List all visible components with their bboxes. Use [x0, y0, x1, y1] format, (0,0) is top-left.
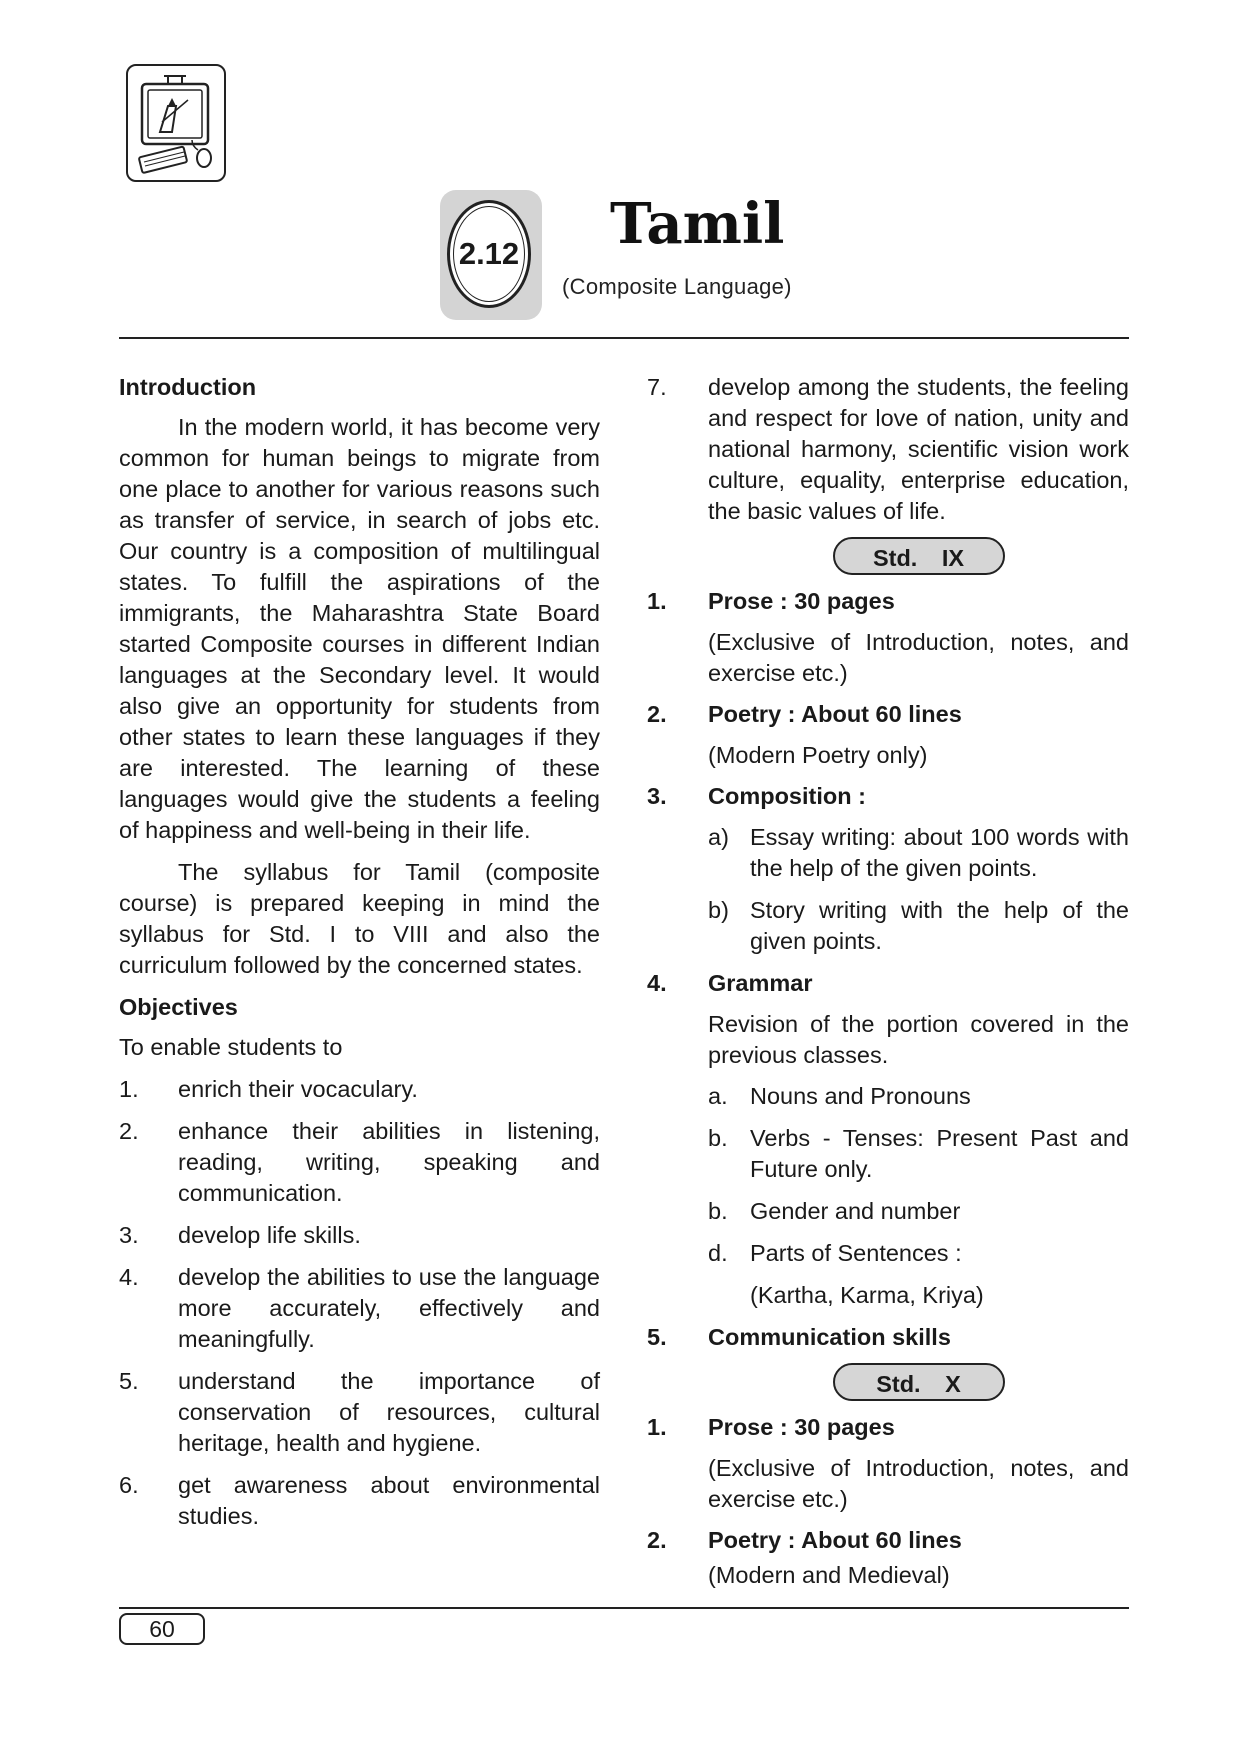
introduction-paragraph: In the modern world, it has become very common for human beings to migrate from one place to another for various reasons such as transfer of service, in search of jobs etc. Our country is a composition of multilingual states. To fulfill the aspirations of the immigrants, the Maharashtra State Board started Composite courses in different Indian languages at the Secondary level. It would also give an opportunity for students from other states to learn these languages if they are interested. The learning of these languages would give the students a feeling of happiness and well-being in their life. [119, 414, 600, 843]
objective-item: 1. enrich their vocaculary. [119, 1076, 418, 1102]
objectives-lead: To enable students to [119, 1034, 343, 1060]
objective-item: 2. enhance their abilities in listening, reading, writing, speaking and communication. [119, 1118, 600, 1206]
objective-item: 3. develop life skills. [119, 1222, 361, 1248]
section-number-badge [440, 190, 542, 320]
grammar-subitem: b. Verbs - Tenses: Present Past and Future only. [708, 1125, 1129, 1182]
poetry-note: (Modern and Medieval) [708, 1562, 950, 1588]
grammar-subitem: d. Parts of Sentences : [708, 1240, 962, 1266]
std-ix-badge: Std. IX [833, 537, 1005, 575]
poetry-item: 2. Poetry : About 60 lines [647, 1527, 962, 1553]
right-column [647, 372, 1129, 1601]
composition-subitem: b) Story writing with the help of the given points. [708, 897, 1129, 954]
computer-logo [126, 64, 226, 182]
std-x-badge: Std. X [833, 1363, 1005, 1401]
grammar-note: Revision of the portion covered in the previous classes. [708, 1011, 1129, 1068]
objective-item: 7. develop among the students, the feeling and respect for love of nation, unity and national harmony, scientific vision work culture, equality, enterprise education, the basic values of life. [647, 374, 1129, 524]
grammar-item: 4. Grammar [647, 970, 813, 996]
syllabus-paragraph: The syllabus for Tamil (composite course) is prepared keeping in mind the syllabus for Std. I to VIII and also the curriculum followed by the concerned states. [119, 859, 600, 978]
introduction-heading: Introduction [119, 374, 257, 400]
communication-item: 5. Communication skills [647, 1324, 951, 1350]
section-number: 2.12 [458, 236, 520, 271]
poetry-item: 2. Poetry : About 60 lines [647, 701, 962, 727]
prose-note: (Exclusive of Introduction, notes, and exercise etc.) [708, 1455, 1129, 1512]
left-column [119, 372, 600, 1543]
page-number: 60 [119, 1613, 205, 1645]
objectives-heading: Objectives [119, 994, 238, 1020]
prose-item: 1. Prose : 30 pages [647, 588, 895, 614]
objective-item: 5. understand the importance of conservation of resources, cultural heritage, health and hygiene. [119, 1368, 600, 1456]
composition-subitem: a) Essay writing: about 100 words with the help of the given points. [708, 824, 1129, 881]
grammar-subitem: b. Gender and number [708, 1198, 961, 1224]
computer-drawing-icon [132, 70, 220, 176]
page-title: Tamil [610, 191, 785, 257]
objective-item: 6. get awareness about environmental studies. [119, 1472, 600, 1529]
prose-item: 1. Prose : 30 pages [647, 1414, 895, 1440]
poetry-note: (Modern Poetry only) [708, 742, 928, 768]
prose-note: (Exclusive of Introduction, notes, and exercise etc.) [708, 629, 1129, 686]
footer-divider [119, 1607, 1129, 1609]
objective-item: 4. develop the abilities to use the language more accurately, effectively and meaningfully. [119, 1264, 600, 1352]
grammar-subitem-detail: (Kartha, Karma, Kriya) [750, 1282, 984, 1308]
grammar-subitem: a. Nouns and Pronouns [708, 1083, 971, 1109]
page-subtitle: (Composite Language) [562, 274, 792, 299]
composition-item: 3. Composition : [647, 783, 866, 809]
header-divider [119, 337, 1129, 339]
